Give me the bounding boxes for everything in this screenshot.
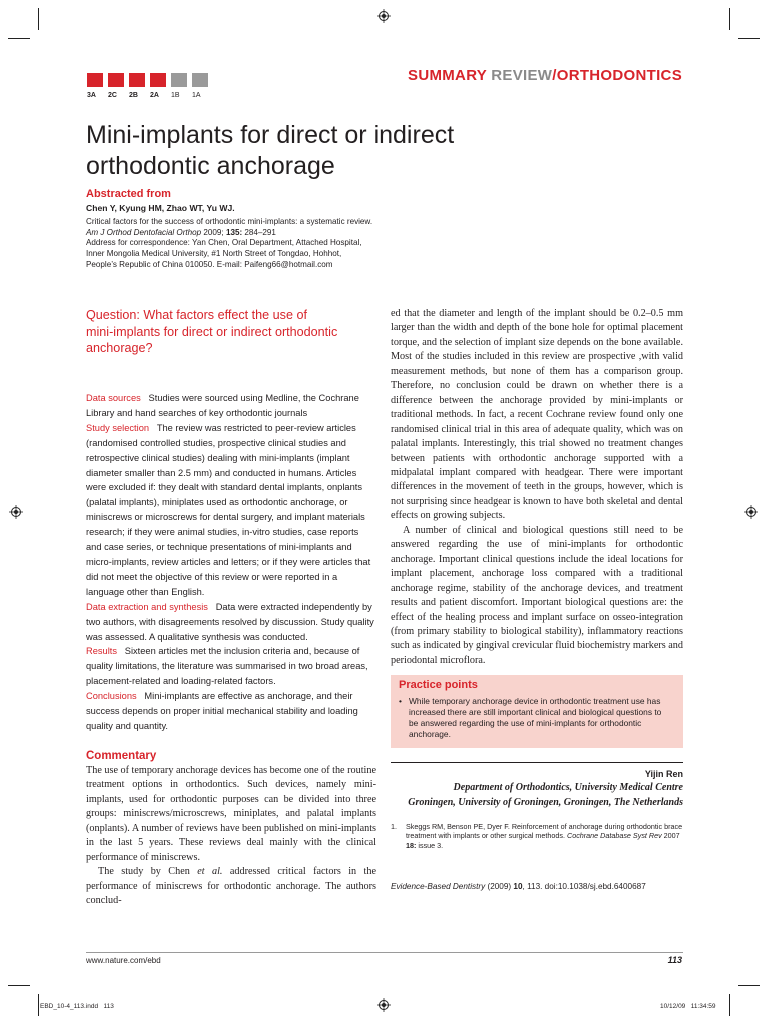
- crop-mark: [38, 994, 39, 1016]
- slug-file: EBD_10-4_113.indd 113: [40, 1003, 114, 1010]
- conclusions-text: Mini-implants are effective as anchorage, and their success depends on proper initial mechanical stability and loading quality and quantity.: [86, 691, 358, 731]
- crop-mark: [38, 8, 39, 30]
- commentary-paragraph: The use of temporary anchorage devices has become one of the routine treatment options in orthodontics. Such devices, namely mini-implants, used for orthodontic purposes can be divided into three groups: miniscrews/microscrews, miniplates, and palatal implants (onplants). A number of reviews have been published on mini-implants in the last 5 years. These reviews deal mainly with the clinical performance of miniscrews.: [86, 765, 376, 863]
- section-review: REVIEW: [491, 67, 553, 84]
- author-rule: [391, 762, 683, 763]
- abstract-results: [86, 644, 376, 689]
- citation-rest: , 113. doi:10.1038/sj.ebd.6400687: [522, 882, 646, 891]
- citation-year: (2009): [485, 882, 514, 891]
- abstract-study-selection: [86, 421, 376, 600]
- commentary-text: The study by Chen: [98, 866, 198, 878]
- authors: Chen Y, Kyung HM, Zhao WT, Yu WJ.: [86, 203, 235, 213]
- slug-date: 10/12/09 11:34:59: [660, 1003, 716, 1010]
- reference-text: Skeggs RM, Benson PE, Dyer F. Reinforcement of anchorage during orthodontic brace: [406, 822, 683, 831]
- journal-year: 2009;: [201, 227, 226, 237]
- abstract-data-extraction: [86, 600, 376, 645]
- body-paragraph: ed that the diameter and length of the implant should be 0.2–0.5 mm larger than the width and depth of the bone hole for optimal placement torque, and the selection of implant size depends on the bone available. Most of the studies included in this review are prospective ,with valid measurement methods, but none of them has a comparison group. Therefore, no conclusion could be drawn on whether there is a difference between the anchorage provided by mini-implants or traditional methods. In fact, a recent Cochrane review found only one randomised clinical trial in this area of adequate quality, which was on palatal implants. Interestingly, this trial showed no treatment changes between patients with orthodontic anchorage supported with a midpalatal implant compared with headgear. There were important differences in the movement of teeth in the groups, however, which is not surprising since headgear is known to have both skeletal and dental effects on growing subjects.: [391, 308, 683, 522]
- footer-rule: [86, 952, 683, 953]
- reference-year: 2007: [661, 831, 680, 841]
- evidence-label: 1A: [192, 92, 201, 99]
- study-selection-label: Study selection: [86, 422, 150, 433]
- page-title: [86, 120, 454, 182]
- journal-volume: 135:: [225, 227, 243, 237]
- evidence-box-1a: [192, 73, 208, 87]
- article-citation: [391, 882, 646, 891]
- title-line: Mini-implants for direct or indirect: [86, 121, 455, 149]
- practice-point-text: While temporary anchorage device in orthodontic treatment use has increased there are still important clinical and biological questions to be answered regarding the use of mini-implants for orthodontic anchorage.: [409, 696, 662, 739]
- evidence-label: 2B: [129, 92, 138, 99]
- evidence-label: 2A: [150, 92, 159, 99]
- section-orthodontics: ORTHODONTICS: [556, 67, 682, 84]
- abstracted-heading: Abstracted from: [86, 188, 171, 200]
- crop-mark: [738, 38, 760, 39]
- abstract-conclusions: [86, 689, 376, 734]
- evidence-box-1b: [171, 73, 187, 87]
- reference-text-part: treatment with implants or other surgical methods.: [406, 831, 567, 841]
- question-line: Question: What factors effect the use of: [86, 308, 307, 322]
- abstracted-from-block: [86, 188, 446, 271]
- reference-journal: Cochrane Database Syst Rev: [567, 831, 662, 841]
- registration-mark-icon: [9, 505, 23, 519]
- address-line: People’s Republic of China 010050. E-mail: Paifeng66@hotmail.com: [86, 259, 333, 269]
- evidence-box-2b: [129, 73, 145, 87]
- data-sources-label: Data sources: [86, 393, 141, 403]
- citation-volume: 10: [513, 882, 523, 891]
- evidence-level-labels: [87, 92, 213, 99]
- data-sources-text: Studies were sourced using Medline, the Cochrane Library and hand searches of key orthodontic journals: [86, 393, 359, 418]
- abstract-body: [86, 391, 376, 734]
- crop-mark: [738, 985, 760, 986]
- reference-list: [391, 822, 683, 850]
- abstract-data-sources: [86, 391, 376, 421]
- question-line: mini-implants for direct or indirect orthodontic: [86, 324, 338, 339]
- practice-points-box: [391, 675, 683, 748]
- crop-mark: [729, 994, 730, 1016]
- evidence-label: 1B: [171, 92, 180, 99]
- author-affiliation: Groningen, University of Groningen, Groningen, The Netherlands: [408, 796, 683, 808]
- evidence-box-2a: [150, 73, 166, 87]
- reference-number: 1.: [391, 822, 397, 831]
- address-line: Address for correspondence: Yan Chen, Oral Department, Attached Hospital,: [86, 238, 362, 248]
- evidence-box-3a: [87, 73, 103, 87]
- reference-volume: 18:: [406, 840, 417, 850]
- title-line: orthodontic anchorage: [86, 152, 335, 180]
- section-summary: SUMMARY: [408, 67, 487, 84]
- commentary-paragraph: [86, 865, 376, 908]
- reference-text: [406, 831, 683, 840]
- bullet-icon: •: [399, 696, 402, 706]
- question-heading: [86, 307, 376, 357]
- crop-mark: [8, 985, 30, 986]
- crop-mark: [729, 8, 730, 30]
- body-paragraph: A number of clinical and biological questions still need to be answered regarding the use of mini-implants for orthodontic anchorage. Important clinical questions include the ideal locations for implant placement, anchorage loss compared with a traditional anchorage regime, stability of the anchorage devices, and treatment results and patient discomfort. Important biological questions are: the effect of the healing process and implant surface on osseo-integration (from primary stability to biological stability), inflammatory reactions such as indicated by gingival crevicular fluid biochemistry markers and periodontal microflora.: [391, 524, 683, 666]
- section-header: [408, 67, 682, 84]
- author-affiliation: Department of Orthodontics, University Medical Centre: [453, 782, 683, 793]
- data-extraction-label: Data extraction and synthesis: [86, 601, 208, 612]
- author-block: [391, 767, 683, 810]
- conclusions-label: Conclusions: [86, 691, 137, 702]
- results-text: Sixteen articles met the inclusion criteria and, because of quality limitations, the literature was summarised in two broad areas, placement-related and loading-related factors.: [86, 646, 368, 687]
- evidence-label: 2C: [108, 92, 117, 99]
- study-selection-text: The review was restricted to peer-review articles (randomised controlled studies, prospective clinical studies and retrospective clinical studies) dealing with mini-implants (implant diameter smaller than 2.5 mm) and conducted in humans. Articles were excluded if: they dealt with standard dental implants, onplants (palatal implants), miniplates used as orthodontic anchorage, or miniscrews or microscrews for dental surgery, and implant materials research; if they were animal studies, in-vitro studies, case reports and case series, or technique presentations of mini-implants and micro-implants, review articles and letters; or if they were articles that did not meet the objective of this review or were reported in a language other than English.: [86, 422, 371, 597]
- data-extraction-text: Data were extracted independently by two authors, with disagreements resolved by discussion. Study quality was assessed. A qualitative synthesis was conducted.: [86, 601, 374, 642]
- registration-mark-icon: [744, 505, 758, 519]
- citation-journal: Evidence-Based Dentistry: [391, 882, 486, 891]
- registration-mark-icon: [377, 998, 391, 1012]
- reference-text: [406, 841, 683, 850]
- crop-mark: [8, 38, 30, 39]
- footer-url[interactable]: www.nature.com/ebd: [86, 956, 161, 965]
- commentary-text: addressed critical factors in the performance of miniscrews for orthodontic anchorage. The authors conclud-: [86, 866, 376, 907]
- article-title: Critical factors for the success of orthodontic mini-implants: a systematic review.: [86, 217, 373, 226]
- commentary-etal: et al.: [197, 866, 223, 878]
- evidence-level-indicator: [87, 73, 208, 87]
- registration-mark-icon: [377, 9, 391, 23]
- section-slash: /: [552, 67, 557, 84]
- practice-points-bullet: [399, 696, 671, 740]
- page-number: 113: [667, 955, 682, 965]
- journal-name: Am J Orthod Dentofacial Orthop: [86, 227, 202, 237]
- question-line: anchorage?: [86, 341, 153, 355]
- reference-issue: issue 3.: [416, 840, 444, 850]
- author-name: Yijin Ren: [644, 769, 683, 779]
- journal-pages: 284–291: [242, 227, 276, 237]
- results-label: Results: [86, 646, 118, 657]
- journal-citation: [86, 228, 446, 239]
- commentary-heading: Commentary: [86, 750, 157, 762]
- right-column-body: [391, 307, 683, 668]
- practice-points-heading: Practice points: [399, 679, 478, 691]
- evidence-label: 3A: [87, 92, 96, 99]
- address-line: Inner Mongolia Medical University, #1 North Street of Tongdao, Hohhot,: [86, 249, 342, 259]
- commentary-section: [86, 750, 376, 909]
- evidence-box-2c: [108, 73, 124, 87]
